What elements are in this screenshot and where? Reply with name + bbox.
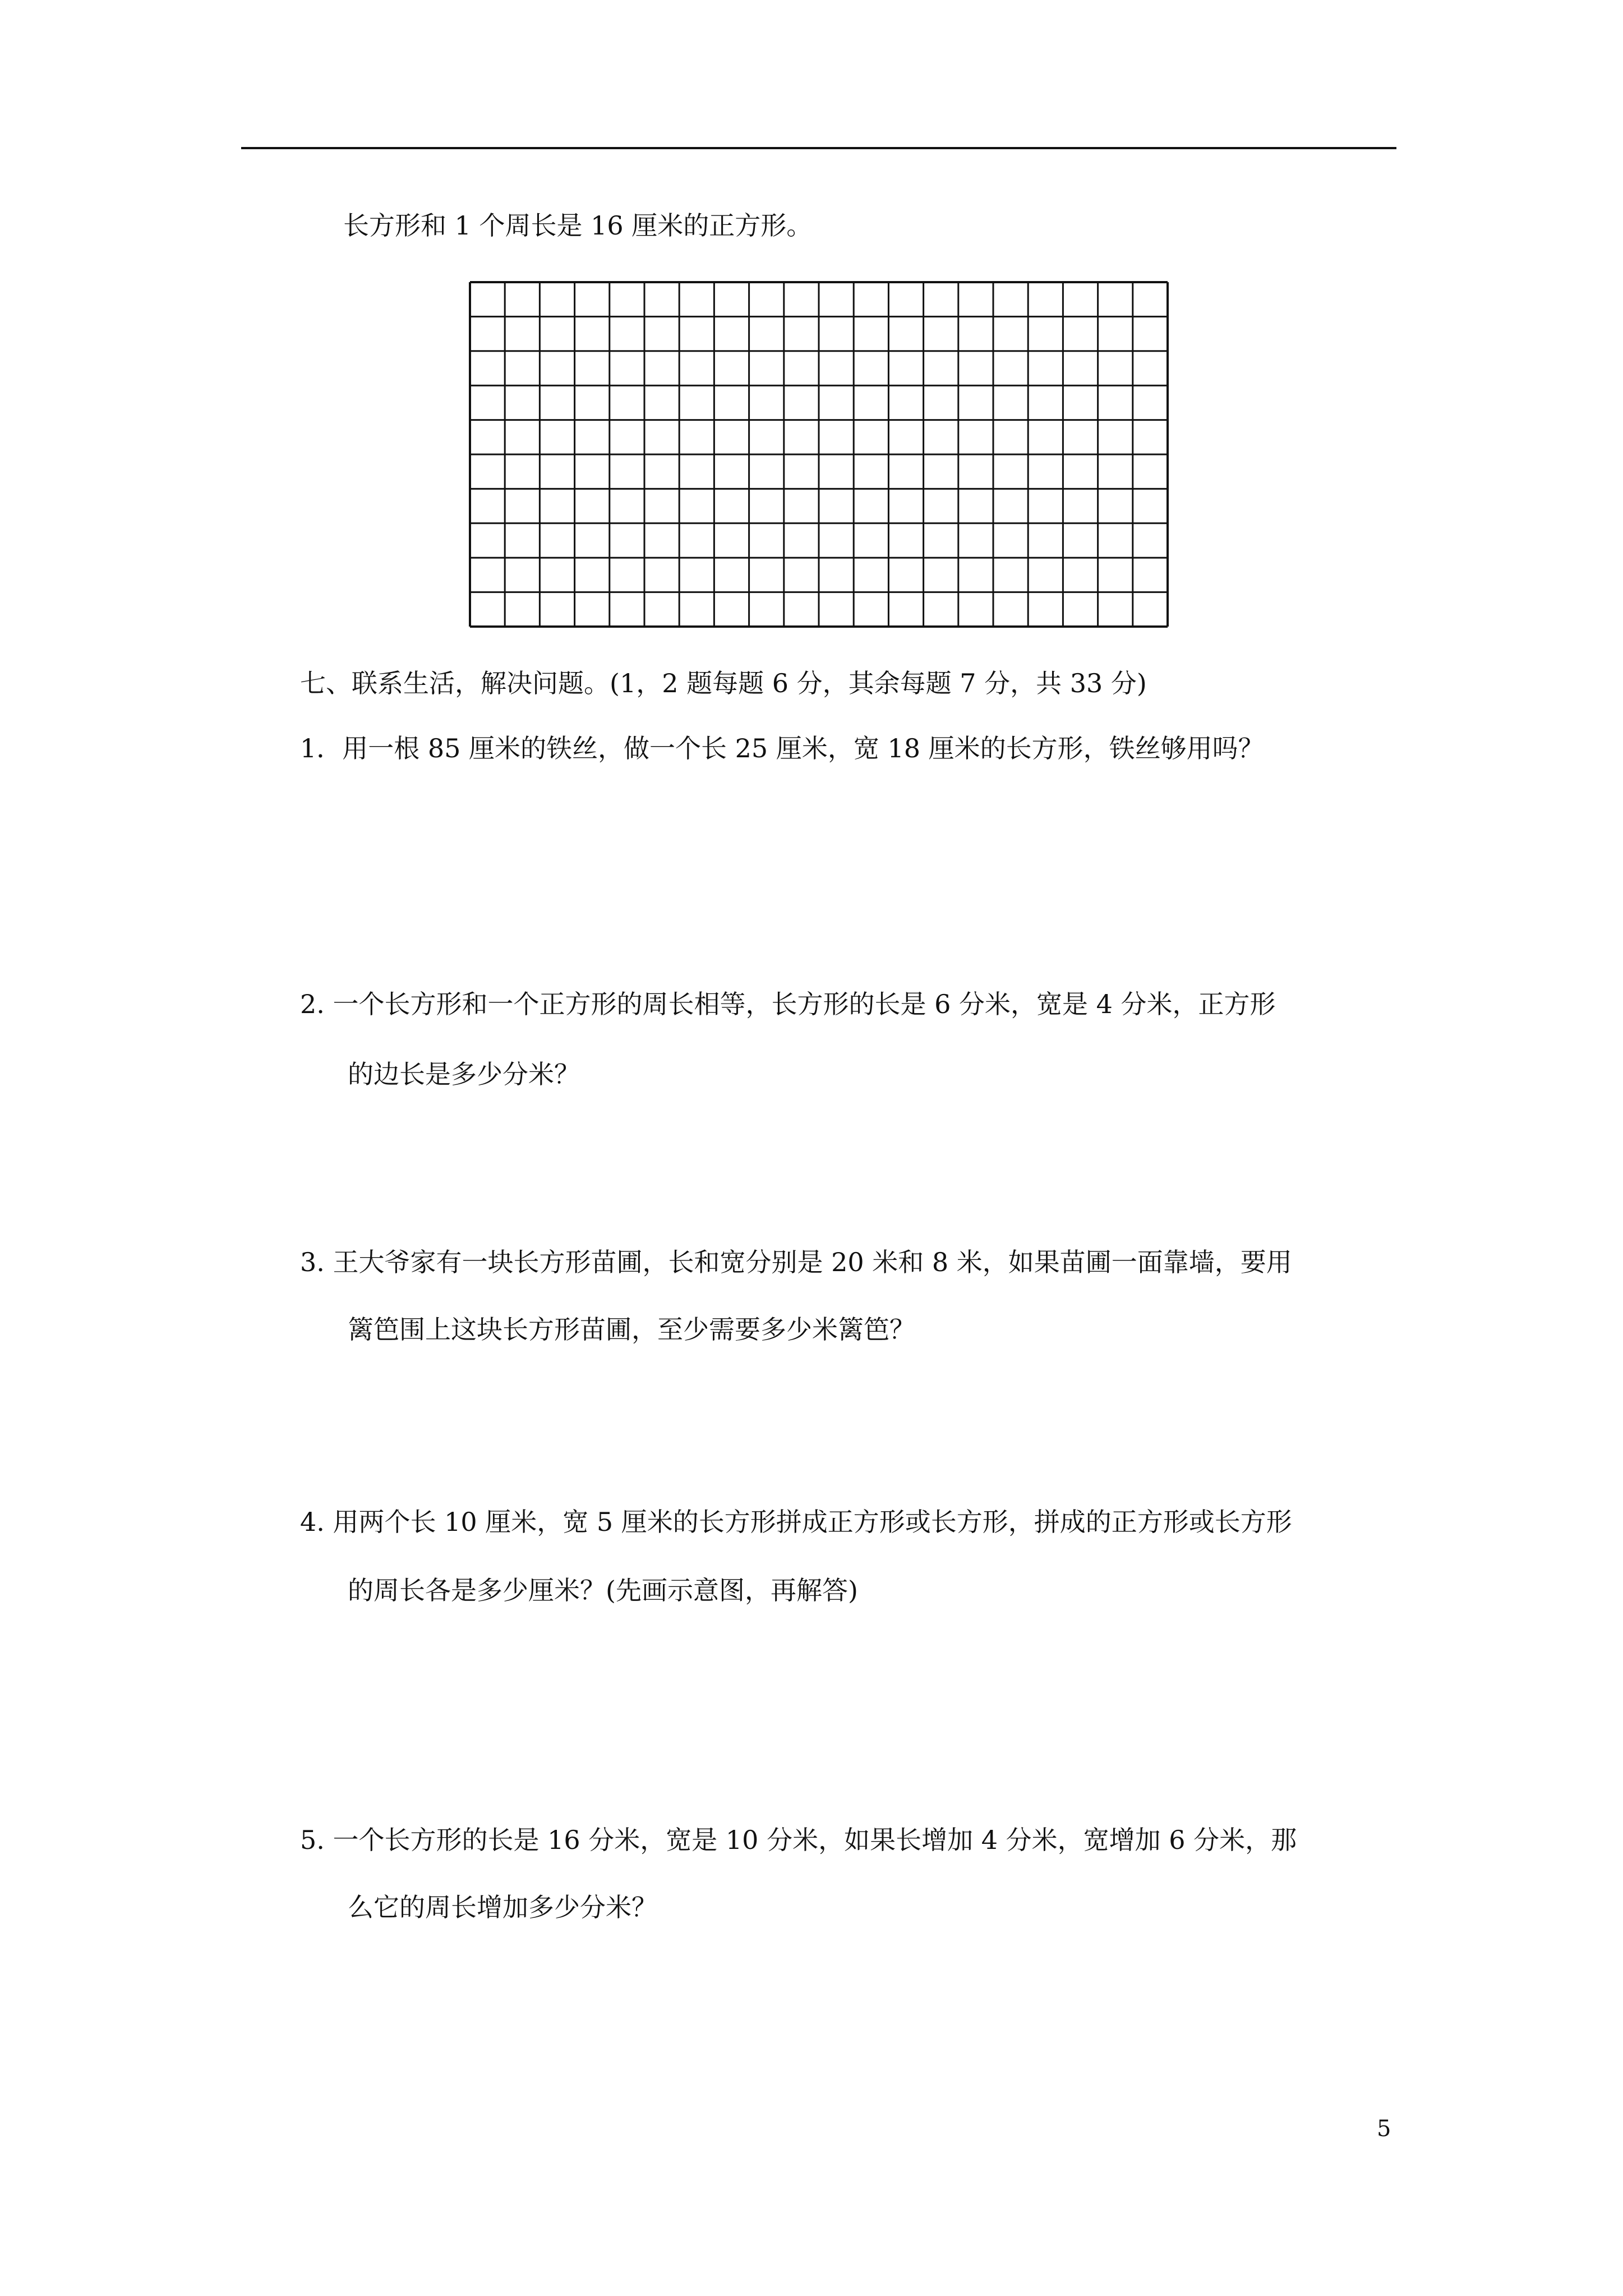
question-3-line-1: 3. 王大爷家有一块长方形苗圃，长和宽分别是 20 米和 8 米，如果苗圃一面靠墙，要用: [300, 1247, 1292, 1277]
continuation-text: 长方形和 1 个周长是 16 厘米的正方形。: [343, 210, 813, 241]
question-5-line-2: 么它的周长增加多少分米？: [348, 1892, 657, 1922]
drawing-grid: [468, 280, 1169, 628]
header-rule: [241, 147, 1396, 149]
question-4-line-1: 4. 用两个长 10 厘米，宽 5 厘米的长方形拼成正方形或长方形，拼成的正方形或长方形: [300, 1507, 1292, 1537]
question-3-line-2: 篱笆围上这块长方形苗圃，至少需要多少米篱笆？: [348, 1314, 915, 1345]
question-4-line-2: 的周长各是多少厘米？(先画示意图，再解答): [348, 1575, 858, 1605]
question-5-line-1: 5. 一个长方形的长是 16 分米，宽是 10 分米，如果长增加 4 分米，宽增加 6 分米，那: [300, 1825, 1297, 1855]
grid-svg: [468, 280, 1169, 628]
question-2-line-2: 的边长是多少分米？: [348, 1059, 580, 1089]
question-1-line-1: 1．用一根 85 厘米的铁丝，做一个长 25 厘米，宽 18 厘米的长方形，铁丝够用吗？: [300, 733, 1264, 763]
section-heading: 七、联系生活，解决问题。(1，2 题每题 6 分，其余每题 7 分，共 33 分): [300, 668, 1147, 698]
question-2-line-1: 2. 一个长方形和一个正方形的周长相等，长方形的长是 6 分米，宽是 4 分米，正方形: [300, 989, 1276, 1019]
page-number: 5: [1377, 2116, 1391, 2142]
